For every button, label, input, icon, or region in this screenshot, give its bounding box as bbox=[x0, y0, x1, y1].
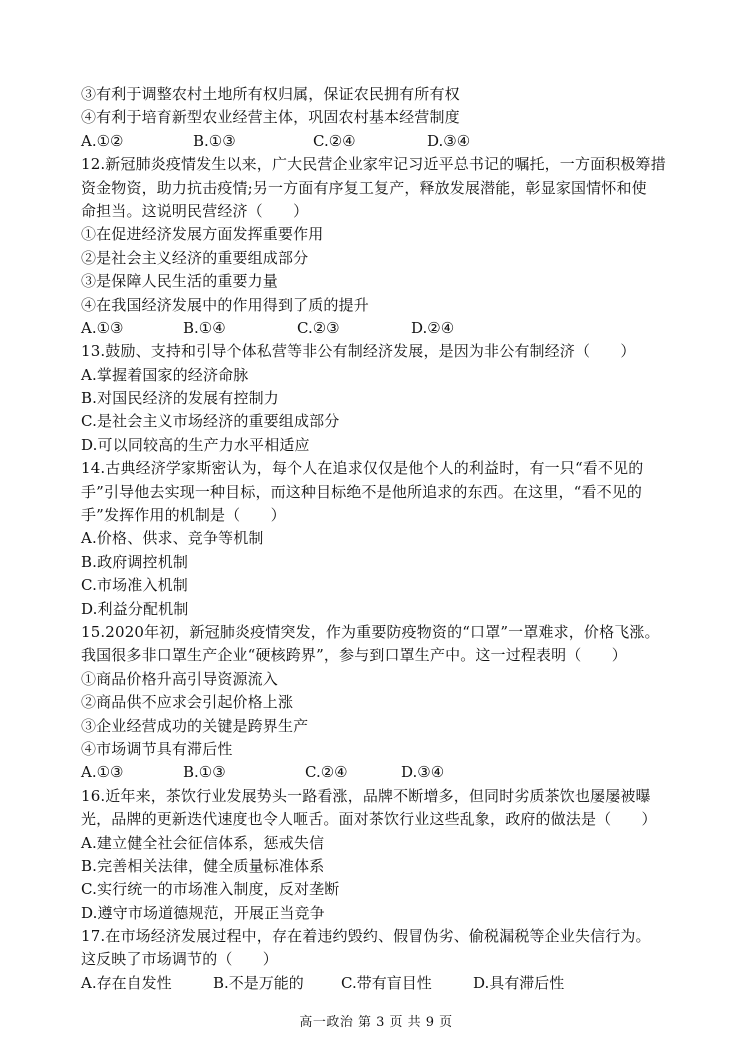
q11-option-d: D.③④ bbox=[427, 131, 471, 150]
q17-stem-line: 17.在市场经济发展过程中，存在着违约毁约、假冒伪劣、偷税漏税等企业失信行为。 bbox=[81, 927, 651, 946]
q17-option-b: B.不是万能的 bbox=[213, 973, 304, 992]
q16-choice-d: D.遵守市场道德规范，开展正当竞争 bbox=[81, 903, 325, 922]
q13-choice-a: A.掌握着国家的经济命脉 bbox=[81, 365, 249, 384]
page-footer: 高一政治 第 3 页 共 9 页 bbox=[299, 1015, 453, 1030]
q14-stem-line: 手”发挥作用的机制是（ ） bbox=[81, 506, 286, 525]
q16-choice-c: C.实行统一的市场准入制度，反对垄断 bbox=[81, 880, 340, 899]
q12-item: ①在促进经济发展方面发挥重要作用 bbox=[81, 225, 324, 244]
q16-stem-line: 光，品牌的更新迭代速度也令人咂舌。面对茶饮行业这些乱象，政府的做法是（ ） bbox=[81, 810, 657, 829]
q17-options bbox=[81, 972, 692, 995]
q12-option-b: B.①④ bbox=[183, 318, 226, 337]
q15-options bbox=[81, 761, 692, 784]
q11-item-4: ④有利于培育新型农业经营主体，巩固农村基本经营制度 bbox=[81, 108, 460, 127]
q13-choice-b: B.对国民经济的发展有控制力 bbox=[81, 389, 279, 408]
q12-stem-line: 资金物资，助力抗击疫情;另一方面有序复工复产，释放发展潜能，彰显家国情怀和使 bbox=[81, 178, 647, 197]
q12-option-d: D.②④ bbox=[411, 318, 455, 337]
q12-item: ②是社会主义经济的重要组成部分 bbox=[81, 248, 309, 267]
q15-option-b: B.①③ bbox=[183, 763, 226, 782]
q16-stem-line: 16.近年来，茶饮行业发展势头一路看涨，品牌不断增多，但同时劣质茶饮也屡屡被曝 bbox=[81, 786, 651, 805]
q15-option-c: C.②④ bbox=[305, 763, 348, 782]
q15-option-a: A.①③ bbox=[81, 763, 124, 782]
q17-stem-line: 这反映了市场调节的（ ） bbox=[81, 950, 278, 969]
q13-choice-c: C.是社会主义市场经济的重要组成部分 bbox=[81, 412, 340, 431]
q14-stem-line: 手”引导他去实现一种目标，而这种目标绝不是他所追求的东西。在这里，“看不见的 bbox=[81, 482, 643, 501]
q12-stem-line: 12.新冠肺炎疫情发生以来，广大民营企业家牢记习近平总书记的嘱托，一方面积极筹措 bbox=[81, 155, 666, 174]
q15-stem-line: 15.2020年初，新冠肺炎疫情突发，作为重要防疫物资的“口罩”一罩难求，价格飞涨。 bbox=[81, 622, 660, 641]
q11-option-b: B.①③ bbox=[193, 131, 236, 150]
q14-choice-a: A.价格、供求、竞争等机制 bbox=[81, 529, 264, 548]
q14-choice-c: C.市场准入机制 bbox=[81, 576, 188, 595]
q14-stem-line: 14.古典经济学家斯密认为，每个人在追求仅仅是他个人的利益时，有一只“看不见的 bbox=[81, 459, 644, 478]
q12-options bbox=[81, 317, 692, 340]
q11-item-3: ③有利于调整农村土地所有权归属，保证农民拥有所有权 bbox=[81, 85, 460, 103]
q12-item: ④在我国经济发展中的作用得到了质的提升 bbox=[81, 295, 369, 314]
q11-options bbox=[81, 130, 692, 153]
q15-option-d: D.③④ bbox=[401, 763, 445, 782]
q14-choice-b: B.政府调控机制 bbox=[81, 552, 188, 571]
q11-option-c: C.②④ bbox=[313, 131, 356, 150]
q15-item: ③企业经营成功的关键是跨界生产 bbox=[81, 716, 309, 735]
q12-item: ③是保障人民生活的重要力量 bbox=[81, 272, 278, 291]
q16-choice-b: B.完善相关法律，健全质量标准体系 bbox=[81, 856, 325, 875]
q13-choice-d: D.可以同较高的生产力水平相适应 bbox=[81, 435, 310, 454]
q12-option-c: C.②③ bbox=[297, 318, 340, 337]
q12-option-a: A.①③ bbox=[81, 318, 124, 337]
q14-choice-d: D.利益分配机制 bbox=[81, 599, 189, 618]
q17-option-c: C.带有盲目性 bbox=[341, 973, 432, 992]
q17-option-d: D.具有滞后性 bbox=[473, 973, 565, 992]
q15-stem-line: 我国很多非口罩生产企业“硬核跨界”，参与到口罩生产中。这一过程表明（ ） bbox=[81, 646, 627, 665]
q16-choice-a: A.建立健全社会征信体系，惩戒失信 bbox=[81, 833, 325, 852]
q13-stem-line: 13.鼓励、支持和引导个体私营等非公有制经济发展，是因为非公有制经济（ ） bbox=[81, 342, 636, 361]
q15-item: ①商品价格升高引导资源流入 bbox=[81, 669, 278, 688]
q11-option-a: A.①② bbox=[81, 131, 124, 150]
q15-item: ④市场调节具有滞后性 bbox=[81, 739, 233, 758]
q15-item: ②商品供不应求会引起价格上涨 bbox=[81, 693, 294, 712]
q12-stem-line: 命担当。这说明民营经济（ ） bbox=[81, 201, 309, 220]
q17-option-a: A.存在自发性 bbox=[81, 973, 172, 992]
